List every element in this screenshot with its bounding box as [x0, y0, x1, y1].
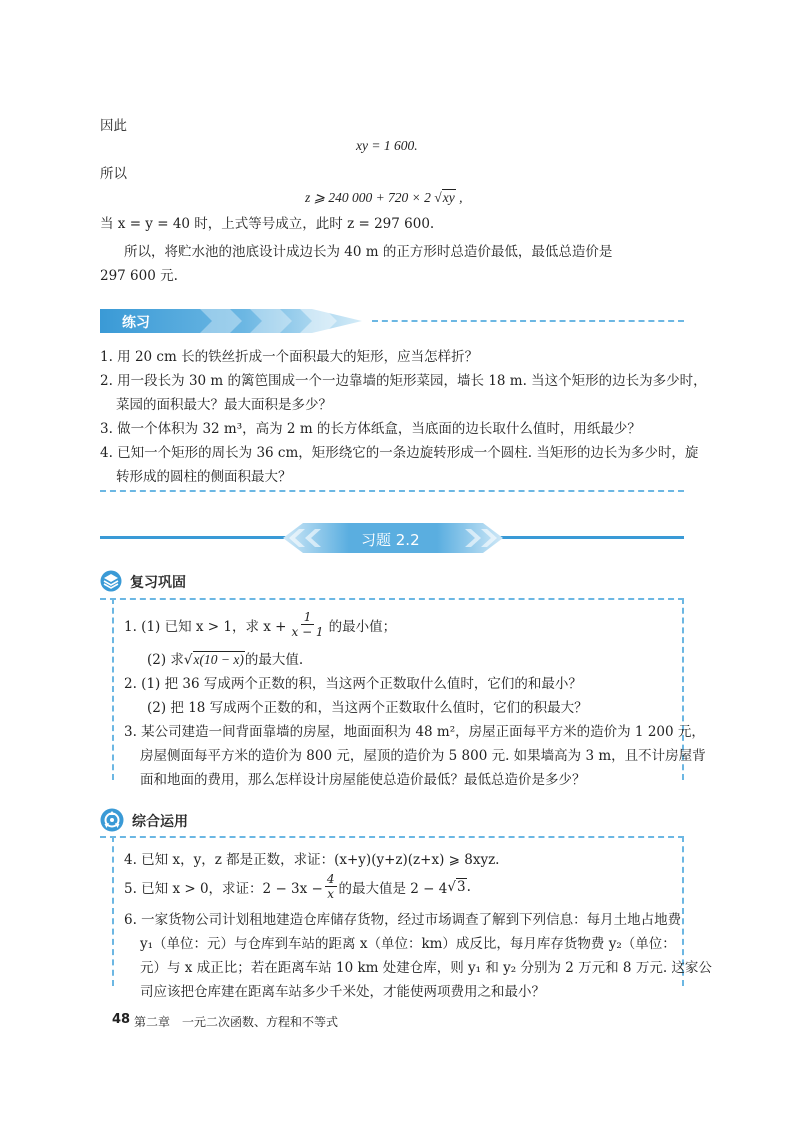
equation-z-left: z ⩾ 240 000 + 720 × 2	[305, 190, 431, 205]
q1b-text-pre: (2) 求	[147, 652, 184, 668]
practice-divider-top	[372, 320, 684, 322]
q5-text-post: 的最大值是 2 − 4	[338, 880, 448, 897]
practice-item-4: 4. 已知一个矩形的周长为 36 cm，矩形绕它的一条边旋转形成一个圆柱. 当矩形的边长为多少时，旋	[100, 445, 699, 461]
apply-left-border	[112, 836, 114, 986]
review-divider	[100, 598, 684, 600]
practice-item-4-cont: 转形成的圆柱的侧面积最大？	[116, 469, 292, 485]
practice-item-1: 1. 用 20 cm 长的铁丝折成一个面积最大的矩形，应当怎样折？	[100, 349, 479, 365]
page-number: 48	[112, 1012, 131, 1027]
apply-divider	[100, 836, 684, 838]
q5-end: .	[466, 878, 471, 895]
sqrt-symbol: √	[434, 190, 442, 205]
q1a-fraction	[288, 610, 326, 639]
text-therefore-1: 因此	[100, 118, 127, 134]
q5-fraction	[325, 872, 337, 901]
sqrt-symbol: √	[447, 878, 456, 895]
q1a-numerator: 1	[301, 610, 315, 625]
equation-z-inequality	[305, 190, 462, 206]
exercise-banner	[283, 523, 503, 557]
question-4: 4. 已知 x，y，z 都是正数，求证：(x+y)(y+z)(z+x) ⩾ 8xyz.	[124, 852, 500, 868]
practice-item-3: 3. 做一个体积为 32 m³，高为 2 m 的长方体纸盒，当底面的边长取什么值时，用纸最少？	[100, 421, 641, 437]
question-6-line-2: y₁（单位：元）与仓库到车站的距离 x（单位：km）成反比，每月库存货物费 y₂（单位：	[140, 936, 676, 952]
equation-radicand: xy	[442, 190, 455, 205]
stack-icon	[100, 570, 122, 592]
apply-icon	[100, 808, 124, 836]
text-equality-condition: 当 x = y = 40 时，上式等号成立，此时 z = 297 600.	[100, 216, 435, 232]
question-6-line-3: 元）与 x 成正比；若在距离车站 10 km 处建仓库，则 y₁ 和 y₂ 分别为 2 万元和 8 万元. 这家公	[140, 960, 712, 976]
q1a-text-post: 的最小值；	[328, 618, 397, 635]
question-2b: (2) 把 18 写成两个正数的和，当这两个正数取什么值时，它们的积最大？	[147, 700, 588, 716]
review-left-border	[112, 598, 114, 780]
chapter-title: 第二章 一元二次函数、方程和不等式	[134, 1015, 339, 1029]
cycle-icon	[100, 808, 124, 832]
text-therefore-2: 所以	[100, 166, 127, 182]
practice-item-2-cont: 菜园的面积最大？最大面积是多少？	[116, 397, 332, 413]
practice-title: 练习	[122, 315, 150, 331]
practice-divider-bottom	[100, 490, 684, 492]
q1b-text-post: 的最大值.	[244, 652, 304, 668]
question-2a: 2. (1) 把 36 写成两个正数的积，当这两个正数取什么值时，它们的和最小？	[124, 676, 582, 692]
equation-xy: xy = 1 600.	[356, 138, 418, 153]
q1a-text-pre: 1. (1) 已知 x > 1，求 x +	[124, 618, 287, 635]
practice-banner	[100, 309, 362, 337]
question-6-line-1: 6. 一家货物公司计划租地建造仓库储存货物，经过市场调查了解到下列信息：每月土地占地费	[124, 912, 682, 928]
question-6-line-4: 司应该把仓库建在距离车站多少千米处，才能使两项费用之和最小？	[140, 984, 545, 1000]
section-review-title: 复习巩固	[130, 575, 186, 591]
text-conclusion-line-2: 297 600 元.	[100, 268, 178, 284]
q5-text-pre: 5. 已知 x > 0，求证：2 − 3x −	[124, 880, 323, 897]
q5-numerator: 4	[326, 872, 335, 886]
practice-item-2: 2. 用一段长为 30 m 的篱笆围成一个一边靠墙的矩形菜园，墙长 18 m. 当这个矩形的边长为多少时，	[100, 373, 707, 389]
question-3-line-2: 房屋侧面每平方米的造价为 800 元，屋顶的造价为 5 800 元. 如果墙高为 3 m，且不计房屋背	[140, 748, 706, 764]
section-apply-title: 综合运用	[132, 814, 188, 830]
question-1b	[147, 648, 303, 668]
question-5	[124, 872, 471, 901]
sqrt-symbol: √	[183, 652, 193, 668]
q1a-denominator: x − 1	[291, 625, 324, 639]
text-conclusion-line-1: 所以，将贮水池的池底设计成边长为 40 m 的正方形时总造价最低，最低总造价是	[124, 244, 613, 260]
q5-denominator: x	[327, 887, 335, 901]
equation-comma: ,	[459, 190, 463, 205]
exercise-title: 习题 2.2	[361, 531, 420, 549]
q5-radicand: 3	[456, 879, 466, 895]
question-3-line-3: 面和地面的费用，那么怎样设计房屋能使总造价最低？最低总造价是多少？	[140, 772, 586, 788]
question-1a	[124, 610, 396, 639]
q1b-radicand: x(10 − x)	[193, 652, 244, 667]
question-3-line-1: 3. 某公司建造一间背面靠墙的房屋，地面面积为 48 m²，房屋正面每平方米的造价为 1 200 元，	[124, 724, 705, 740]
review-icon	[100, 570, 122, 596]
